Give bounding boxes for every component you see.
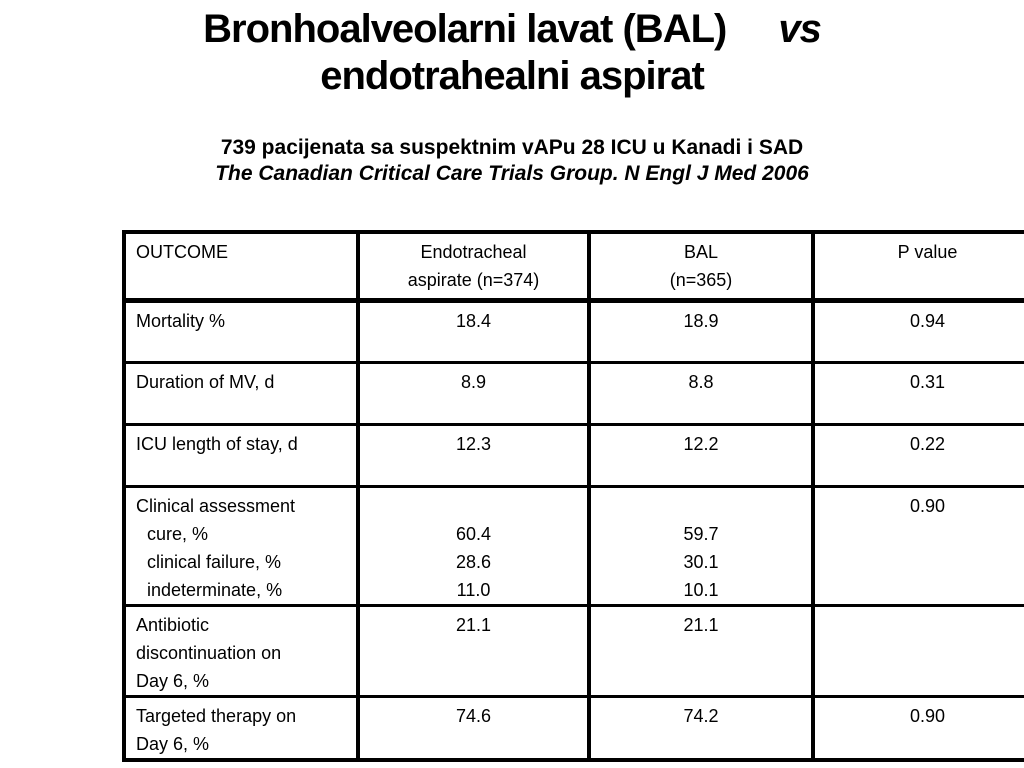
cell-line: 12.2 (683, 433, 719, 454)
cell-line: indeterminate, % (147, 579, 283, 600)
cell-line: Day 6, % (136, 670, 210, 691)
cell-outcome (124, 486, 358, 605)
cell-outcome (124, 696, 358, 760)
cell-line: aspirate (n=374) (407, 270, 540, 290)
cell-ea (358, 362, 589, 424)
cell-line: 0.22 (909, 433, 946, 454)
cell-line: Targeted therapy on (136, 705, 297, 726)
cell-line: 74.6 (455, 705, 492, 726)
cell-line: 59.7 (683, 523, 719, 544)
cell-outcome (124, 424, 358, 486)
header-row (124, 232, 1024, 300)
header-cell-endotracheal (358, 232, 589, 300)
cell-ea (358, 605, 589, 696)
cell-bal (589, 424, 813, 486)
cell-pvalue (813, 605, 1024, 696)
cell-bal (589, 362, 813, 424)
cell-line: Clinical assessment (136, 495, 296, 516)
cell-ea (358, 486, 589, 605)
cell-line: 0.94 (909, 310, 946, 331)
cell-line: 0.31 (909, 371, 946, 392)
cell-line: 21.1 (455, 614, 492, 635)
cell-bal (589, 696, 813, 760)
title-vs-text: vs (778, 7, 821, 51)
cell-line: discontinuation on (136, 642, 282, 663)
cell-pvalue (813, 424, 1024, 486)
cell-line: Antibiotic (136, 614, 210, 635)
cell-line: Duration of MV, d (136, 371, 275, 392)
cell-outcome (124, 605, 358, 696)
cell-line: 21.1 (683, 614, 719, 635)
cell-line: Day 6, % (136, 733, 210, 754)
cell-pvalue (813, 300, 1024, 362)
cell-line: 0.90 (909, 705, 946, 726)
cell-line: 60.4 (455, 523, 492, 544)
cell-line (597, 492, 805, 520)
cell-line: 18.9 (683, 310, 719, 331)
header-cell-outcome (124, 232, 358, 300)
cell-line: clinical failure, % (147, 551, 282, 572)
cell-line: Endotracheal (420, 242, 527, 262)
cell-outcome (124, 362, 358, 424)
table-row-clinical-assessment (124, 486, 1024, 605)
cell-line: 30.1 (683, 551, 719, 572)
citation-line: The Canadian Critical Care Trials Group. N Engl J Med 2006 (215, 162, 809, 185)
title-line-2: endotrahealni aspirat (320, 54, 704, 98)
cell-line: 11.0 (456, 579, 491, 600)
cell-outcome (124, 300, 358, 362)
cell-line: 28.6 (455, 551, 492, 572)
cell-line: 8.8 (688, 371, 714, 392)
cell-line: 10.1 (683, 579, 719, 600)
cell-line: (n=365) (669, 270, 733, 290)
cell-line: 12.3 (455, 433, 492, 454)
cell-line: BAL (683, 242, 719, 262)
cell-line: 74.2 (683, 705, 719, 726)
cell-line: 0.90 (909, 495, 946, 516)
title-line-1 (0, 6, 1024, 53)
cell-pvalue (813, 362, 1024, 424)
cell-line (821, 611, 1024, 639)
cell-ea (358, 696, 589, 760)
table-row-targeted-therapy (124, 696, 1024, 760)
cell-line (366, 492, 581, 520)
cell-bal (589, 300, 813, 362)
cell-line: ICU length of stay, d (136, 433, 298, 454)
header-cell-bal (589, 232, 813, 300)
cell-ea (358, 424, 589, 486)
table-row-duration-mv (124, 362, 1024, 424)
cell-bal (589, 486, 813, 605)
cell-ea (358, 300, 589, 362)
cell-line: P value (897, 242, 958, 262)
cell-line: Mortality % (136, 310, 226, 331)
table-row-icu-stay (124, 424, 1024, 486)
table-row-antibiotic-discontinuation (124, 605, 1024, 696)
subtitle-line: 739 pacijenata sa suspektnim vAPu 28 ICU u Kanadi i SAD (220, 136, 804, 159)
page-title (0, 6, 1024, 100)
cell-pvalue (813, 486, 1024, 605)
cell-line: cure, % (147, 523, 209, 544)
header-cell-pvalue (813, 232, 1024, 300)
table-row-mortality (124, 300, 1024, 362)
cell-line: 8.9 (460, 371, 487, 392)
cell-pvalue (813, 696, 1024, 760)
cell-line: OUTCOME (136, 242, 228, 262)
cell-bal (589, 605, 813, 696)
subtitle-block (0, 135, 1024, 187)
cell-line: 18.4 (455, 310, 492, 331)
title-main-text: Bronhoalveolarni lavat (BAL) (203, 7, 727, 51)
results-table (122, 230, 1024, 762)
